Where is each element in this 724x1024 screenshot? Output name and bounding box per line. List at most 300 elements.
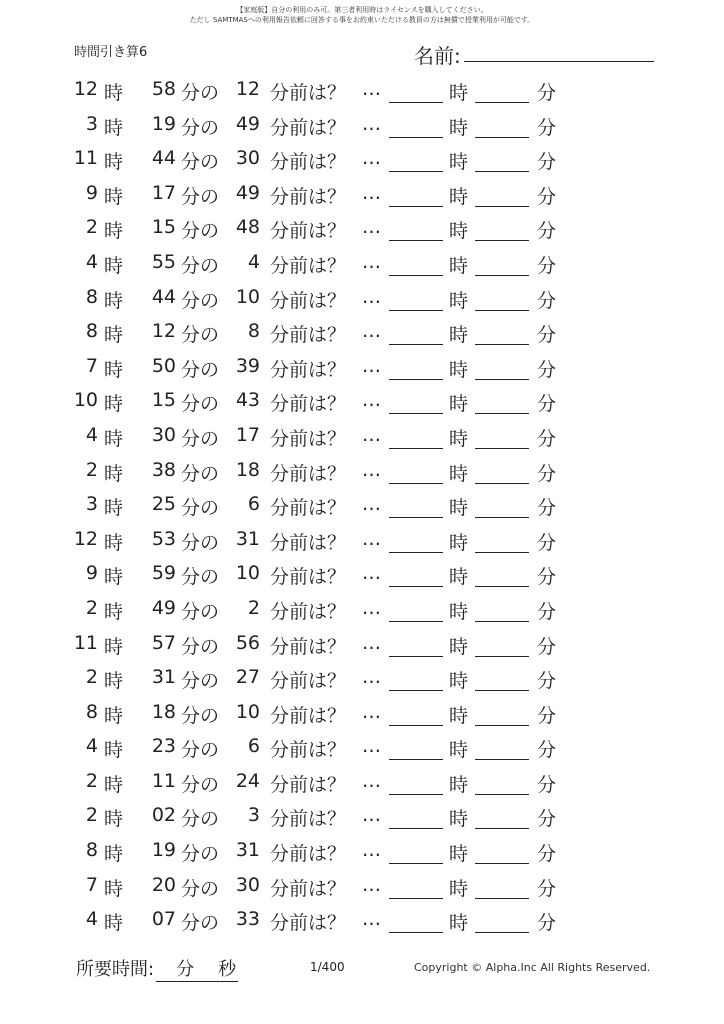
problem-ellipsis: …: [362, 354, 381, 377]
problem-minute: 02: [151, 804, 176, 827]
problem-hour: 8: [85, 839, 98, 862]
problem-subtract-minutes: 30: [235, 147, 260, 170]
problem-ellipsis: …: [362, 666, 381, 689]
answer-minute-blank[interactable]: [475, 171, 529, 172]
problem-row: [0, 281, 724, 316]
answer-hour-blank[interactable]: [389, 690, 443, 691]
problem-hour: 11: [73, 631, 98, 654]
answer-hour-unit: 時: [449, 116, 469, 139]
answer-hour-blank[interactable]: [389, 206, 443, 207]
problem-minute-unit: 分の: [181, 600, 220, 623]
problem-subtract-minutes: 6: [247, 735, 260, 758]
problem-subtract-minutes: 8: [247, 320, 260, 343]
answer-hour-unit: 時: [449, 220, 469, 243]
problem-row: [0, 903, 724, 938]
problem-question: 分前は？: [270, 324, 347, 347]
problem-row: [0, 142, 724, 177]
problem-question: 分前は？: [270, 289, 347, 312]
problem-hour-unit: 時: [104, 289, 124, 312]
problem-question: 分前は？: [270, 877, 347, 900]
answer-hour-blank[interactable]: [389, 483, 443, 484]
problem-ellipsis: …: [362, 769, 381, 792]
problem-minute: 15: [151, 389, 176, 412]
problem-minute-unit: 分の: [181, 462, 220, 485]
problem-row: [0, 315, 724, 350]
name-label: 名前:: [414, 44, 461, 68]
problem-question: 分前は？: [270, 808, 347, 831]
name-field[interactable]: [414, 40, 654, 66]
answer-hour-unit: 時: [449, 393, 469, 416]
answer-minute-blank[interactable]: [475, 794, 529, 795]
answer-hour-blank[interactable]: [389, 586, 443, 587]
problem-list: [0, 73, 724, 938]
elapsed-minutes-label: 分: [176, 959, 195, 980]
answer-minute-blank[interactable]: [475, 863, 529, 864]
problem-hour: 2: [85, 666, 98, 689]
answer-minute-blank[interactable]: [475, 206, 529, 207]
problem-row: [0, 834, 724, 869]
answer-minute-unit: 分: [537, 220, 557, 243]
problem-subtract-minutes: 6: [247, 493, 260, 516]
problem-minute: 55: [151, 250, 176, 273]
answer-minute-unit: 分: [537, 912, 557, 935]
problem-question: 分前は？: [270, 393, 347, 416]
problem-minute-unit: 分の: [181, 739, 220, 762]
answer-hour-blank[interactable]: [389, 517, 443, 518]
problem-minute: 44: [151, 147, 176, 170]
answer-hour-blank[interactable]: [389, 863, 443, 864]
answer-hour-unit: 時: [449, 254, 469, 277]
problem-minute-unit: 分の: [181, 151, 220, 174]
answer-minute-blank[interactable]: [475, 932, 529, 933]
problem-row: [0, 557, 724, 592]
answer-minute-unit: 分: [537, 531, 557, 554]
answer-hour-unit: 時: [449, 497, 469, 520]
problem-row: [0, 350, 724, 385]
problem-row: [0, 869, 724, 904]
problem-hour: 3: [85, 493, 98, 516]
problem-subtract-minutes: 4: [247, 250, 260, 273]
problem-question: 分前は？: [270, 358, 347, 381]
problem-question: 分前は？: [270, 704, 347, 727]
problem-ellipsis: …: [362, 873, 381, 896]
problem-minute: 25: [151, 493, 176, 516]
problem-minute: 30: [151, 423, 176, 446]
problem-subtract-minutes: 48: [235, 216, 260, 239]
answer-minute-unit: 分: [537, 151, 557, 174]
problem-hour-unit: 時: [104, 670, 124, 693]
problem-question: 分前は？: [270, 116, 347, 139]
problem-question: 分前は？: [270, 635, 347, 658]
problem-hour-unit: 時: [104, 635, 124, 658]
problem-question: 分前は？: [270, 220, 347, 243]
answer-minute-unit: 分: [537, 289, 557, 312]
problem-ellipsis: …: [362, 389, 381, 412]
problem-minute-unit: 分の: [181, 704, 220, 727]
problem-minute-unit: 分の: [181, 116, 220, 139]
problem-hour-unit: 時: [104, 254, 124, 277]
answer-minute-blank[interactable]: [475, 240, 529, 241]
problem-minute: 44: [151, 285, 176, 308]
problem-ellipsis: …: [362, 250, 381, 273]
problem-ellipsis: …: [362, 181, 381, 204]
problem-hour: 8: [85, 700, 98, 723]
answer-hour-blank[interactable]: [389, 171, 443, 172]
problem-question: 分前は？: [270, 82, 347, 104]
answer-hour-blank[interactable]: [389, 137, 443, 138]
answer-hour-blank[interactable]: [389, 275, 443, 276]
answer-hour-unit: 時: [449, 912, 469, 935]
answer-minute-unit: 分: [537, 808, 557, 831]
answer-minute-unit: 分: [537, 324, 557, 347]
answer-hour-unit: 時: [449, 358, 469, 381]
problem-row: [0, 627, 724, 662]
problem-hour: 7: [85, 873, 98, 896]
problem-hour-unit: 時: [104, 497, 124, 520]
problem-ellipsis: …: [362, 112, 381, 135]
problem-subtract-minutes: 2: [247, 596, 260, 619]
problem-minute-unit: 分の: [181, 773, 220, 796]
elapsed-seconds-label: 秒: [218, 959, 237, 980]
problem-subtract-minutes: 43: [235, 389, 260, 412]
problem-question: 分前は？: [270, 566, 347, 589]
problem-hour: 4: [85, 423, 98, 446]
problem-minute-unit: 分の: [181, 185, 220, 208]
answer-minute-blank[interactable]: [475, 725, 529, 726]
problem-minute: 53: [151, 527, 176, 550]
problem-subtract-minutes: 12: [235, 78, 260, 100]
problem-hour: 11: [73, 147, 98, 170]
problem-row: [0, 384, 724, 419]
problem-subtract-minutes: 10: [235, 700, 260, 723]
problem-minute: 49: [151, 596, 176, 619]
problem-hour: 8: [85, 285, 98, 308]
problem-row: [0, 419, 724, 454]
problem-ellipsis: …: [362, 596, 381, 619]
problem-row: [0, 523, 724, 558]
answer-hour-unit: 時: [449, 531, 469, 554]
problem-question: 分前は？: [270, 773, 347, 796]
problem-subtract-minutes: 56: [235, 631, 260, 654]
problem-minute: 17: [151, 181, 176, 204]
answer-hour-unit: 時: [449, 877, 469, 900]
problem-hour-unit: 時: [104, 912, 124, 935]
answer-minute-unit: 分: [537, 704, 557, 727]
problem-subtract-minutes: 24: [235, 769, 260, 792]
problem-minute-unit: 分の: [181, 877, 220, 900]
problem-question: 分前は？: [270, 912, 347, 935]
problem-minute: 11: [151, 769, 176, 792]
answer-hour-blank[interactable]: [389, 413, 443, 414]
problem-hour: 3: [85, 112, 98, 135]
problem-minute: 15: [151, 216, 176, 239]
answer-minute-unit: 分: [537, 739, 557, 762]
answer-minute-unit: 分: [537, 82, 557, 104]
answer-minute-blank[interactable]: [475, 621, 529, 622]
answer-minute-blank[interactable]: [475, 379, 529, 380]
problem-row: [0, 592, 724, 627]
answer-minute-unit: 分: [537, 843, 557, 866]
answer-hour-blank[interactable]: [389, 794, 443, 795]
answer-hour-blank[interactable]: [389, 448, 443, 449]
problem-hour: 9: [85, 181, 98, 204]
problem-hour: 10: [73, 389, 98, 412]
problem-hour: 4: [85, 735, 98, 758]
answer-hour-unit: 時: [449, 843, 469, 866]
problem-ellipsis: …: [362, 839, 381, 862]
problem-minute-unit: 分の: [181, 254, 220, 277]
problem-row: [0, 454, 724, 489]
license-notice-line-2: ただし SAMTMASへの利用報告依頼に回答する事をお約束いただける教員の方は無償で授業利用が可能です。: [189, 16, 535, 24]
problem-question: 分前は？: [270, 427, 347, 450]
answer-minute-blank[interactable]: [475, 828, 529, 829]
problem-minute: 23: [151, 735, 176, 758]
answer-minute-unit: 分: [537, 254, 557, 277]
problem-row: [0, 73, 724, 108]
problem-row: [0, 799, 724, 834]
answer-minute-blank[interactable]: [475, 137, 529, 138]
problem-minute-unit: 分の: [181, 497, 220, 520]
problem-ellipsis: …: [362, 804, 381, 827]
problem-hour-unit: 時: [104, 427, 124, 450]
problem-subtract-minutes: 31: [235, 527, 260, 550]
problem-minute-unit: 分の: [181, 393, 220, 416]
answer-minute-unit: 分: [537, 600, 557, 623]
answer-minute-unit: 分: [537, 116, 557, 139]
answer-hour-unit: 時: [449, 773, 469, 796]
problem-ellipsis: …: [362, 147, 381, 170]
answer-hour-unit: 時: [449, 739, 469, 762]
page-number: 1/400: [310, 960, 345, 974]
answer-hour-blank[interactable]: [389, 828, 443, 829]
problem-ellipsis: …: [362, 216, 381, 239]
problem-minute-unit: 分の: [181, 324, 220, 347]
problem-minute-unit: 分の: [181, 566, 220, 589]
problem-minute: 18: [151, 700, 176, 723]
answer-minute-unit: 分: [537, 635, 557, 658]
problem-question: 分前は？: [270, 600, 347, 623]
answer-hour-blank[interactable]: [389, 379, 443, 380]
problem-minute: 19: [151, 112, 176, 135]
problem-hour: 2: [85, 596, 98, 619]
problem-ellipsis: …: [362, 285, 381, 308]
elapsed-time-blank[interactable]: [156, 955, 238, 982]
problem-subtract-minutes: 17: [235, 423, 260, 446]
problem-minute: 57: [151, 631, 176, 654]
problem-hour-unit: 時: [104, 82, 124, 104]
problem-hour-unit: 時: [104, 600, 124, 623]
problem-hour-unit: 時: [104, 773, 124, 796]
problem-subtract-minutes: 31: [235, 839, 260, 862]
problem-subtract-minutes: 27: [235, 666, 260, 689]
problem-hour-unit: 時: [104, 531, 124, 554]
answer-hour-unit: 時: [449, 462, 469, 485]
answer-minute-unit: 分: [537, 393, 557, 416]
answer-hour-blank[interactable]: [389, 621, 443, 622]
problem-minute-unit: 分の: [181, 808, 220, 831]
answer-minute-unit: 分: [537, 566, 557, 589]
problem-hour: 2: [85, 458, 98, 481]
worksheet-title: 時間引き算6: [74, 45, 148, 60]
problem-minute-unit: 分の: [181, 912, 220, 935]
problem-ellipsis: …: [362, 320, 381, 343]
problem-hour: 9: [85, 562, 98, 585]
problem-hour-unit: 時: [104, 877, 124, 900]
answer-minute-unit: 分: [537, 427, 557, 450]
problem-ellipsis: …: [362, 631, 381, 654]
problem-hour: 2: [85, 216, 98, 239]
answer-hour-unit: 時: [449, 704, 469, 727]
elapsed-time-label: 所要時間:: [76, 959, 155, 980]
problem-minute: 12: [151, 320, 176, 343]
problem-minute-unit: 分の: [181, 289, 220, 312]
problem-hour-unit: 時: [104, 324, 124, 347]
answer-hour-blank[interactable]: [389, 759, 443, 760]
problem-subtract-minutes: 49: [235, 112, 260, 135]
answer-minute-blank[interactable]: [475, 344, 529, 345]
answer-hour-unit: 時: [449, 151, 469, 174]
answer-hour-unit: 時: [449, 289, 469, 312]
problem-hour: 2: [85, 804, 98, 827]
answer-hour-unit: 時: [449, 427, 469, 450]
answer-minute-unit: 分: [537, 877, 557, 900]
answer-minute-blank[interactable]: [475, 413, 529, 414]
problem-row: [0, 661, 724, 696]
problem-hour-unit: 時: [104, 185, 124, 208]
problem-hour-unit: 時: [104, 808, 124, 831]
problem-minute-unit: 分の: [181, 220, 220, 243]
answer-minute-blank[interactable]: [475, 586, 529, 587]
problem-minute: 50: [151, 354, 176, 377]
problem-minute: 19: [151, 839, 176, 862]
answer-hour-unit: 時: [449, 324, 469, 347]
problem-hour-unit: 時: [104, 151, 124, 174]
problem-hour-unit: 時: [104, 566, 124, 589]
problem-minute: 20: [151, 873, 176, 896]
answer-hour-unit: 時: [449, 635, 469, 658]
problem-hour-unit: 時: [104, 843, 124, 866]
answer-minute-blank[interactable]: [475, 759, 529, 760]
answer-minute-blank[interactable]: [475, 517, 529, 518]
problem-ellipsis: …: [362, 735, 381, 758]
problem-minute: 58: [151, 78, 176, 100]
problem-ellipsis: …: [362, 423, 381, 446]
answer-hour-blank[interactable]: [389, 898, 443, 899]
problem-question: 分前は？: [270, 151, 347, 174]
answer-minute-blank[interactable]: [475, 690, 529, 691]
answer-hour-blank[interactable]: [389, 552, 443, 553]
answer-minute-unit: 分: [537, 185, 557, 208]
problem-minute-unit: 分の: [181, 531, 220, 554]
problem-subtract-minutes: 10: [235, 562, 260, 585]
answer-minute-unit: 分: [537, 497, 557, 520]
answer-hour-unit: 時: [449, 808, 469, 831]
answer-hour-blank[interactable]: [389, 310, 443, 311]
answer-minute-blank[interactable]: [475, 102, 529, 103]
answer-hour-blank[interactable]: [389, 656, 443, 657]
problem-hour: 12: [73, 78, 98, 100]
problem-minute: 59: [151, 562, 176, 585]
problem-hour: 7: [85, 354, 98, 377]
problem-question: 分前は？: [270, 254, 347, 277]
problem-row: [0, 211, 724, 246]
answer-minute-blank[interactable]: [475, 275, 529, 276]
problem-ellipsis: …: [362, 458, 381, 481]
problem-question: 分前は？: [270, 497, 347, 520]
answer-hour-blank[interactable]: [389, 932, 443, 933]
problem-hour: 4: [85, 250, 98, 273]
problem-subtract-minutes: 18: [235, 458, 260, 481]
problem-minute: 07: [151, 908, 176, 931]
problem-hour-unit: 時: [104, 358, 124, 381]
problem-row: [0, 108, 724, 143]
problem-ellipsis: …: [362, 493, 381, 516]
answer-hour-unit: 時: [449, 82, 469, 104]
problem-row: [0, 765, 724, 800]
answer-minute-unit: 分: [537, 670, 557, 693]
answer-hour-blank[interactable]: [389, 102, 443, 103]
problem-hour-unit: 時: [104, 704, 124, 727]
problem-subtract-minutes: 33: [235, 908, 260, 931]
copyright-notice: Copyright © Alpha.Inc All Rights Reserved.: [414, 961, 651, 974]
answer-minute-blank[interactable]: [475, 656, 529, 657]
answer-hour-blank[interactable]: [389, 725, 443, 726]
answer-minute-blank[interactable]: [475, 898, 529, 899]
problem-ellipsis: …: [362, 562, 381, 585]
answer-hour-unit: 時: [449, 670, 469, 693]
problem-row: [0, 730, 724, 765]
problem-question: 分前は？: [270, 670, 347, 693]
answer-hour-blank[interactable]: [389, 344, 443, 345]
problem-hour-unit: 時: [104, 220, 124, 243]
problem-question: 分前は？: [270, 185, 347, 208]
problem-ellipsis: …: [362, 78, 381, 100]
problem-minute-unit: 分の: [181, 82, 220, 104]
problem-ellipsis: …: [362, 700, 381, 723]
answer-minute-blank[interactable]: [475, 552, 529, 553]
answer-minute-blank[interactable]: [475, 448, 529, 449]
problem-hour-unit: 時: [104, 462, 124, 485]
answer-minute-blank[interactable]: [475, 310, 529, 311]
answer-minute-unit: 分: [537, 462, 557, 485]
problem-subtract-minutes: 30: [235, 873, 260, 896]
problem-ellipsis: …: [362, 908, 381, 931]
answer-minute-unit: 分: [537, 773, 557, 796]
problem-question: 分前は？: [270, 739, 347, 762]
problem-hour-unit: 時: [104, 116, 124, 139]
problem-subtract-minutes: 39: [235, 354, 260, 377]
problem-question: 分前は？: [270, 462, 347, 485]
answer-minute-blank[interactable]: [475, 483, 529, 484]
elapsed-time-field: [76, 955, 238, 982]
answer-hour-unit: 時: [449, 566, 469, 589]
problem-hour-unit: 時: [104, 739, 124, 762]
problem-row: [0, 246, 724, 281]
problem-subtract-minutes: 10: [235, 285, 260, 308]
problem-minute-unit: 分の: [181, 427, 220, 450]
answer-hour-unit: 時: [449, 600, 469, 623]
problem-minute-unit: 分の: [181, 635, 220, 658]
problem-hour: 4: [85, 908, 98, 931]
answer-hour-unit: 時: [449, 185, 469, 208]
name-underline[interactable]: [464, 61, 654, 62]
problem-row: [0, 177, 724, 212]
problem-hour: 8: [85, 320, 98, 343]
problem-row: [0, 696, 724, 731]
problem-minute-unit: 分の: [181, 358, 220, 381]
problem-question: 分前は？: [270, 843, 347, 866]
answer-hour-blank[interactable]: [389, 240, 443, 241]
